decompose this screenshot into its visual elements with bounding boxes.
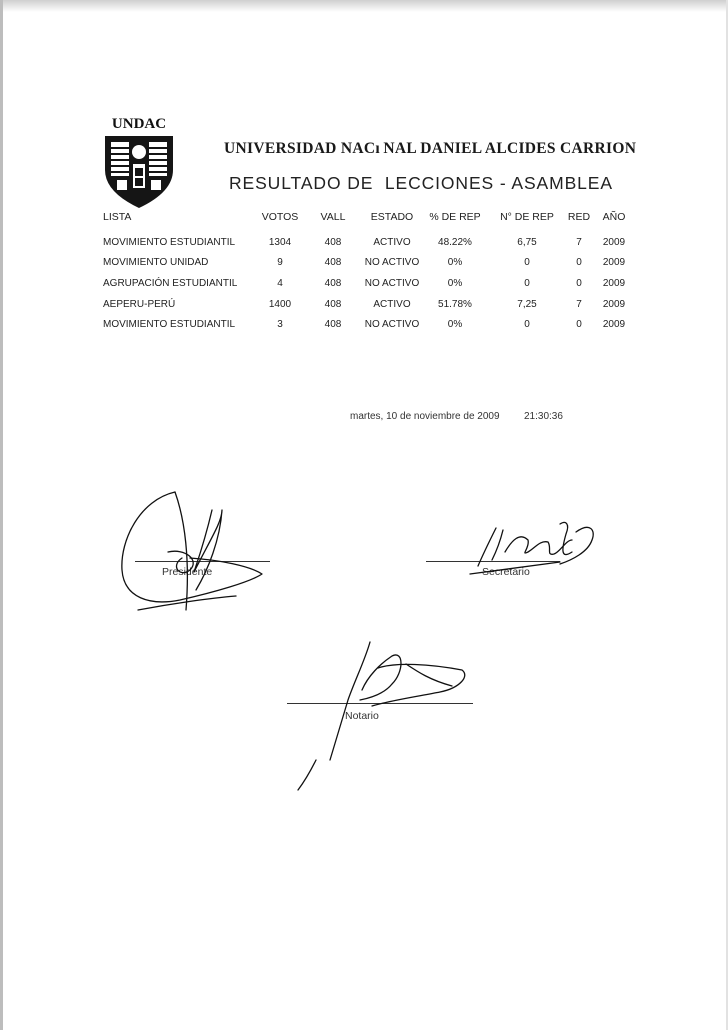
column-header-n-rep: N° DE REP (500, 211, 554, 223)
cell-red: 7 (576, 299, 582, 310)
cell-anio: 2009 (602, 299, 626, 310)
presidente-label: Presidente (162, 566, 213, 578)
cell-red: 7 (576, 237, 582, 248)
cell-red: 0 (576, 257, 582, 268)
cell-red: 0 (576, 319, 582, 330)
cell-lista: AEPERU-PERÚ (103, 299, 176, 310)
cell-anio: 2009 (602, 319, 626, 330)
cell-lista: MOVIMIENTO UNIDAD (103, 257, 209, 268)
cell-vall: 408 (324, 319, 342, 330)
secretario-label: Secretario (482, 566, 530, 578)
cell-pct: 0% (447, 278, 463, 289)
cell-nrep: 7,25 (517, 299, 537, 310)
column-header-estado: ESTADO (370, 211, 414, 223)
cell-votos: 3 (277, 319, 283, 330)
report-date: martes, 10 de noviembre de 2009 (350, 411, 500, 422)
cell-votos: 1304 (268, 237, 292, 248)
cell-estado: ACTIVO (373, 299, 411, 310)
cell-votos: 1400 (268, 299, 292, 310)
cell-estado: NO ACTIVO (364, 257, 420, 268)
column-header-lista: LISTA (103, 211, 132, 223)
university-name: UNIVERSIDAD NACı NAL DANIEL ALCIDES CARRION (224, 140, 637, 157)
column-header-votos: VOTOS (261, 211, 299, 223)
column-header-red: RED (567, 211, 591, 223)
cell-pct: 51.78% (438, 299, 472, 310)
cell-vall: 408 (324, 278, 342, 289)
logo-text: UNDAC (111, 116, 167, 132)
column-header-vall: VALL (320, 211, 346, 223)
cell-vall: 408 (324, 257, 342, 268)
cell-anio: 2009 (602, 237, 626, 248)
notario-signature (298, 642, 465, 790)
column-header-anio: AÑO (602, 211, 626, 223)
cell-anio: 2009 (602, 257, 626, 268)
cell-lista: MOVIMIENTO ESTUDIANTIL (103, 237, 236, 248)
cell-nrep: 0 (524, 257, 530, 268)
cell-pct: 0% (447, 257, 463, 268)
cell-vall: 408 (324, 299, 342, 310)
report-time: 21:30:36 (524, 411, 563, 422)
cell-nrep: 0 (524, 278, 530, 289)
cell-nrep: 0 (524, 319, 530, 330)
column-header-pct-rep: % DE REP (429, 211, 481, 223)
cell-lista: AGRUPACIÓN ESTUDIANTIL (103, 278, 238, 289)
report-title: RESULTADO DE LECCIONES - ASAMBLEA (229, 173, 613, 193)
notario-label: Notario (345, 710, 379, 722)
cell-lista: MOVIMIENTO ESTUDIANTIL (103, 319, 236, 330)
cell-estado: NO ACTIVO (364, 319, 420, 330)
cell-nrep: 6,75 (517, 237, 537, 248)
cell-anio: 2009 (602, 278, 626, 289)
cell-pct: 48.22% (438, 237, 472, 248)
presidente-signature (122, 492, 262, 610)
cell-votos: 4 (277, 278, 283, 289)
secretario-signature (470, 522, 593, 574)
cell-estado: ACTIVO (373, 237, 411, 248)
cell-pct: 0% (447, 319, 463, 330)
cell-red: 0 (576, 278, 582, 289)
cell-estado: NO ACTIVO (364, 278, 420, 289)
cell-votos: 9 (277, 257, 283, 268)
cell-vall: 408 (324, 237, 342, 248)
